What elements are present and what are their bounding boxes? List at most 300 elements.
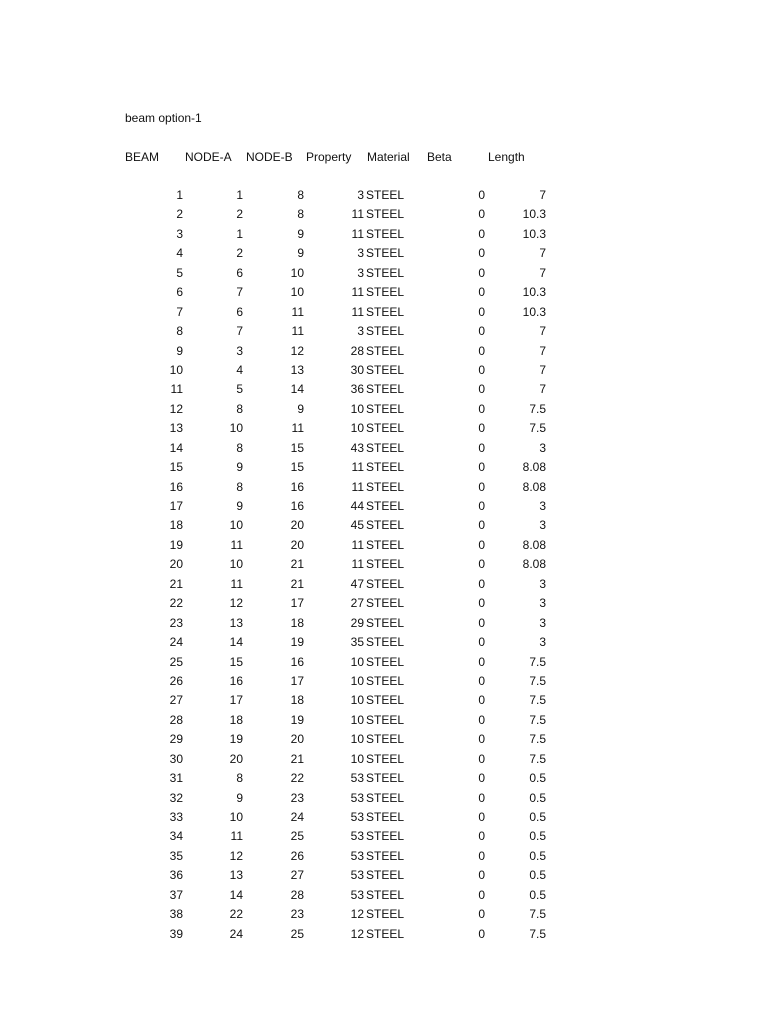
header-node-a: NODE-A bbox=[185, 150, 232, 164]
header-node-b: NODE-B bbox=[246, 150, 293, 164]
table-row bbox=[0, 381, 768, 400]
cell-beam: 4 bbox=[176, 246, 183, 261]
cell-material: STEEL bbox=[366, 848, 405, 863]
header-property: Property bbox=[306, 150, 352, 164]
cell-material: STEEL bbox=[366, 343, 405, 358]
cell-node-b: 20 bbox=[290, 732, 304, 747]
cell-node-b: 25 bbox=[290, 829, 304, 844]
cell-beam: 23 bbox=[169, 615, 183, 630]
cell-length: 8.08 bbox=[522, 557, 546, 572]
cell-property: 11 bbox=[351, 304, 364, 319]
cell-property: 53 bbox=[350, 790, 364, 805]
cell-beta: 0 bbox=[478, 324, 485, 339]
cell-beta: 0 bbox=[478, 810, 485, 824]
table-row bbox=[0, 343, 768, 362]
cell-material: STEEL bbox=[366, 615, 405, 630]
table-row bbox=[0, 828, 768, 847]
cell-beta: 0 bbox=[478, 207, 485, 222]
cell-length: 7.5 bbox=[529, 751, 546, 766]
cell-property: 53 bbox=[350, 771, 364, 786]
cell-beta: 0 bbox=[478, 537, 485, 552]
cell-beta: 0 bbox=[478, 887, 485, 902]
table-row bbox=[0, 809, 768, 828]
cell-length: 0.5 bbox=[529, 790, 546, 805]
cell-property: 11 bbox=[351, 479, 364, 494]
cell-material: STEEL bbox=[366, 751, 405, 766]
cell-length: 7.5 bbox=[529, 732, 546, 747]
cell-property: 36 bbox=[350, 382, 364, 397]
cell-node-a: 8 bbox=[236, 440, 243, 455]
cell-beam: 28 bbox=[169, 712, 183, 727]
cell-material: STEEL bbox=[366, 362, 405, 377]
cell-material: STEEL bbox=[366, 576, 405, 591]
cell-beta: 0 bbox=[478, 246, 485, 261]
cell-beta: 0 bbox=[478, 693, 485, 708]
cell-beta: 0 bbox=[478, 615, 485, 630]
cell-material: STEEL bbox=[366, 207, 405, 222]
cell-property: 10 bbox=[350, 401, 364, 416]
table-row bbox=[0, 654, 768, 673]
cell-beam: 36 bbox=[169, 868, 183, 883]
cell-beam: 12 bbox=[169, 401, 183, 416]
cell-node-b: 9 bbox=[297, 246, 304, 261]
table-row bbox=[0, 498, 768, 517]
cell-beta: 0 bbox=[478, 654, 485, 669]
beam-table bbox=[0, 187, 768, 945]
header-length: Length bbox=[488, 150, 525, 164]
cell-node-a: 11 bbox=[230, 576, 243, 591]
cell-node-a: 10 bbox=[229, 557, 243, 572]
cell-node-b: 15 bbox=[290, 460, 304, 475]
table-row bbox=[0, 770, 768, 789]
cell-beam: 25 bbox=[169, 654, 183, 669]
cell-beta: 0 bbox=[478, 460, 485, 475]
cell-node-a: 8 bbox=[236, 771, 243, 786]
cell-beta: 0 bbox=[478, 499, 485, 513]
cell-length: 10.3 bbox=[522, 304, 546, 319]
table-row bbox=[0, 265, 768, 284]
cell-node-b: 9 bbox=[297, 401, 304, 416]
cell-node-a: 22 bbox=[229, 907, 243, 922]
cell-material: STEEL bbox=[366, 401, 405, 416]
cell-beta: 0 bbox=[478, 343, 485, 358]
cell-beta: 0 bbox=[478, 440, 485, 455]
cell-node-b: 13 bbox=[290, 362, 304, 377]
cell-beta: 0 bbox=[478, 848, 485, 863]
cell-property: 11 bbox=[351, 226, 364, 241]
cell-node-a: 4 bbox=[236, 362, 243, 377]
cell-beta: 0 bbox=[478, 265, 485, 280]
table-row bbox=[0, 226, 768, 245]
cell-node-a: 6 bbox=[236, 304, 243, 319]
cell-node-a: 17 bbox=[229, 693, 243, 708]
cell-material: STEEL bbox=[366, 557, 405, 572]
cell-node-a: 12 bbox=[229, 596, 243, 611]
cell-node-a: 2 bbox=[236, 246, 243, 261]
cell-beam: 17 bbox=[169, 499, 183, 513]
cell-property: 45 bbox=[350, 518, 364, 533]
cell-length: 10.3 bbox=[522, 207, 546, 222]
cell-node-b: 16 bbox=[290, 499, 304, 513]
cell-beta: 0 bbox=[478, 285, 485, 300]
cell-property: 28 bbox=[350, 343, 364, 358]
cell-property: 44 bbox=[350, 499, 364, 513]
cell-material: STEEL bbox=[366, 304, 405, 319]
cell-length: 7 bbox=[539, 265, 546, 280]
table-row bbox=[0, 673, 768, 692]
cell-beta: 0 bbox=[478, 673, 485, 688]
table-row bbox=[0, 245, 768, 264]
cell-node-a: 9 bbox=[236, 460, 243, 475]
cell-beta: 0 bbox=[478, 751, 485, 766]
table-row bbox=[0, 323, 768, 342]
cell-node-b: 11 bbox=[291, 324, 304, 339]
cell-beam: 33 bbox=[169, 810, 183, 824]
cell-beta: 0 bbox=[478, 907, 485, 922]
cell-node-a: 18 bbox=[229, 712, 243, 727]
cell-length: 0.5 bbox=[529, 810, 546, 824]
cell-length: 0.5 bbox=[529, 868, 546, 883]
cell-beta: 0 bbox=[478, 596, 485, 611]
header-beam: BEAM bbox=[125, 150, 160, 164]
cell-beam: 3 bbox=[176, 226, 183, 241]
cell-node-a: 8 bbox=[236, 479, 243, 494]
cell-material: STEEL bbox=[366, 673, 405, 688]
cell-length: 7.5 bbox=[529, 907, 546, 922]
cell-material: STEEL bbox=[366, 265, 405, 280]
cell-property: 53 bbox=[350, 848, 364, 863]
cell-property: 10 bbox=[350, 732, 364, 747]
cell-node-a: 5 bbox=[236, 382, 243, 397]
cell-node-a: 14 bbox=[229, 635, 243, 650]
cell-beam: 22 bbox=[169, 596, 183, 611]
cell-length: 8.08 bbox=[522, 460, 546, 475]
cell-beta: 0 bbox=[478, 829, 485, 844]
cell-material: STEEL bbox=[366, 537, 405, 552]
table-row bbox=[0, 440, 768, 459]
cell-property: 35 bbox=[350, 635, 364, 650]
cell-material: STEEL bbox=[366, 188, 405, 202]
cell-property: 53 bbox=[350, 829, 364, 844]
cell-beam: 31 bbox=[169, 771, 183, 786]
cell-node-b: 19 bbox=[290, 635, 304, 650]
cell-length: 3 bbox=[539, 635, 546, 650]
cell-node-b: 8 bbox=[297, 207, 304, 222]
table-row bbox=[0, 790, 768, 809]
cell-material: STEEL bbox=[366, 693, 405, 708]
cell-beta: 0 bbox=[478, 576, 485, 591]
cell-length: 8.08 bbox=[522, 537, 546, 552]
table-row bbox=[0, 712, 768, 731]
table-row bbox=[0, 906, 768, 925]
cell-node-b: 12 bbox=[290, 343, 304, 358]
cell-material: STEEL bbox=[366, 460, 405, 475]
cell-property: 10 bbox=[350, 751, 364, 766]
cell-node-a: 20 bbox=[229, 751, 243, 766]
cell-material: STEEL bbox=[366, 732, 405, 747]
table-row bbox=[0, 479, 768, 498]
cell-material: STEEL bbox=[366, 829, 405, 844]
cell-material: STEEL bbox=[366, 926, 405, 941]
cell-node-a: 24 bbox=[229, 926, 243, 941]
cell-property: 30 bbox=[350, 362, 364, 377]
cell-property: 3 bbox=[357, 188, 364, 202]
cell-node-b: 23 bbox=[290, 790, 304, 805]
cell-length: 7.5 bbox=[529, 673, 546, 688]
cell-beta: 0 bbox=[478, 790, 485, 805]
cell-node-a: 2 bbox=[236, 207, 243, 222]
cell-node-a: 11 bbox=[230, 537, 243, 552]
cell-material: STEEL bbox=[366, 635, 405, 650]
cell-node-a: 15 bbox=[229, 654, 243, 669]
cell-length: 7 bbox=[539, 246, 546, 261]
cell-node-b: 23 bbox=[290, 907, 304, 922]
cell-length: 8.08 bbox=[522, 479, 546, 494]
cell-beta: 0 bbox=[478, 382, 485, 397]
cell-length: 3 bbox=[539, 576, 546, 591]
cell-beta: 0 bbox=[478, 557, 485, 572]
cell-property: 43 bbox=[350, 440, 364, 455]
cell-property: 11 bbox=[351, 207, 364, 222]
cell-node-a: 10 bbox=[229, 421, 243, 436]
cell-beam: 35 bbox=[169, 848, 183, 863]
cell-length: 7 bbox=[539, 362, 546, 377]
cell-beam: 29 bbox=[169, 732, 183, 747]
cell-material: STEEL bbox=[366, 810, 405, 824]
cell-node-b: 14 bbox=[290, 382, 304, 397]
cell-node-b: 16 bbox=[290, 654, 304, 669]
cell-node-a: 9 bbox=[236, 499, 243, 513]
cell-length: 7.5 bbox=[529, 654, 546, 669]
cell-material: STEEL bbox=[366, 771, 405, 786]
cell-property: 3 bbox=[357, 324, 364, 339]
table-row bbox=[0, 595, 768, 614]
cell-node-b: 17 bbox=[290, 673, 304, 688]
cell-material: STEEL bbox=[366, 382, 405, 397]
cell-node-b: 21 bbox=[290, 751, 304, 766]
cell-beam: 10 bbox=[169, 362, 183, 377]
cell-beam: 32 bbox=[169, 790, 183, 805]
table-row bbox=[0, 926, 768, 945]
cell-material: STEEL bbox=[366, 887, 405, 902]
table-row bbox=[0, 401, 768, 420]
cell-node-a: 13 bbox=[229, 615, 243, 630]
cell-property: 47 bbox=[350, 576, 364, 591]
cell-property: 11 bbox=[351, 557, 364, 572]
cell-node-a: 14 bbox=[229, 887, 243, 902]
cell-beam: 6 bbox=[176, 285, 183, 300]
cell-property: 11 bbox=[351, 537, 364, 552]
cell-node-b: 18 bbox=[290, 615, 304, 630]
cell-node-a: 10 bbox=[229, 518, 243, 533]
cell-node-b: 19 bbox=[290, 712, 304, 727]
cell-property: 29 bbox=[350, 615, 364, 630]
cell-node-a: 6 bbox=[236, 265, 243, 280]
cell-beta: 0 bbox=[478, 518, 485, 533]
cell-property: 11 bbox=[351, 285, 364, 300]
cell-beam: 14 bbox=[169, 440, 183, 455]
cell-node-b: 10 bbox=[290, 285, 304, 300]
cell-beta: 0 bbox=[478, 926, 485, 941]
cell-beam: 19 bbox=[169, 537, 183, 552]
cell-property: 10 bbox=[350, 673, 364, 688]
cell-length: 7.5 bbox=[529, 926, 546, 941]
cell-beam: 13 bbox=[169, 421, 183, 436]
table-row bbox=[0, 304, 768, 323]
cell-beta: 0 bbox=[478, 712, 485, 727]
cell-length: 0.5 bbox=[529, 829, 546, 844]
cell-node-b: 25 bbox=[290, 926, 304, 941]
cell-beam: 5 bbox=[176, 265, 183, 280]
table-row bbox=[0, 634, 768, 653]
cell-node-a: 7 bbox=[236, 324, 243, 339]
cell-node-b: 20 bbox=[290, 518, 304, 533]
cell-beta: 0 bbox=[478, 226, 485, 241]
cell-beam: 27 bbox=[169, 693, 183, 708]
table-row bbox=[0, 867, 768, 886]
cell-node-a: 1 bbox=[236, 188, 243, 202]
cell-property: 10 bbox=[350, 421, 364, 436]
cell-beta: 0 bbox=[478, 421, 485, 436]
cell-property: 12 bbox=[350, 907, 364, 922]
cell-node-b: 21 bbox=[290, 576, 304, 591]
table-row bbox=[0, 206, 768, 225]
cell-length: 7.5 bbox=[529, 421, 546, 436]
cell-beta: 0 bbox=[478, 771, 485, 786]
cell-property: 10 bbox=[350, 712, 364, 727]
cell-beam: 1 bbox=[176, 188, 183, 202]
cell-beam: 34 bbox=[169, 829, 183, 844]
cell-node-a: 16 bbox=[229, 673, 243, 688]
cell-material: STEEL bbox=[366, 479, 405, 494]
cell-beam: 39 bbox=[169, 926, 183, 941]
cell-length: 10.3 bbox=[522, 285, 546, 300]
cell-beam: 20 bbox=[169, 557, 183, 572]
cell-material: STEEL bbox=[366, 868, 405, 883]
cell-node-a: 11 bbox=[230, 829, 243, 844]
cell-length: 7 bbox=[539, 382, 546, 397]
cell-node-b: 11 bbox=[291, 304, 304, 319]
cell-node-b: 9 bbox=[297, 226, 304, 241]
cell-length: 3 bbox=[539, 499, 546, 513]
cell-material: STEEL bbox=[366, 226, 405, 241]
cell-beta: 0 bbox=[478, 479, 485, 494]
header-beta: Beta bbox=[427, 150, 452, 164]
cell-beam: 2 bbox=[176, 207, 183, 222]
cell-node-b: 15 bbox=[290, 440, 304, 455]
cell-beta: 0 bbox=[478, 362, 485, 377]
cell-material: STEEL bbox=[366, 324, 405, 339]
cell-node-b: 20 bbox=[290, 537, 304, 552]
cell-length: 10.3 bbox=[522, 226, 546, 241]
cell-length: 3 bbox=[539, 615, 546, 630]
cell-length: 7.5 bbox=[529, 401, 546, 416]
cell-property: 3 bbox=[357, 246, 364, 261]
cell-material: STEEL bbox=[366, 712, 405, 727]
cell-length: 0.5 bbox=[529, 771, 546, 786]
cell-node-b: 21 bbox=[290, 557, 304, 572]
cell-node-a: 12 bbox=[229, 848, 243, 863]
cell-property: 53 bbox=[350, 868, 364, 883]
cell-beam: 26 bbox=[169, 673, 183, 688]
cell-node-a: 13 bbox=[229, 868, 243, 883]
cell-node-a: 8 bbox=[236, 401, 243, 416]
cell-material: STEEL bbox=[366, 596, 405, 611]
cell-length: 7 bbox=[539, 324, 546, 339]
cell-beam: 21 bbox=[169, 576, 183, 591]
cell-beam: 18 bbox=[169, 518, 183, 533]
cell-material: STEEL bbox=[366, 440, 405, 455]
cell-beam: 8 bbox=[176, 324, 183, 339]
table-row bbox=[0, 576, 768, 595]
cell-material: STEEL bbox=[366, 285, 405, 300]
table-row bbox=[0, 459, 768, 478]
table-row bbox=[0, 692, 768, 711]
cell-node-a: 3 bbox=[236, 343, 243, 358]
cell-node-b: 10 bbox=[290, 265, 304, 280]
cell-length: 0.5 bbox=[529, 887, 546, 902]
cell-material: STEEL bbox=[366, 421, 405, 436]
cell-length: 0.5 bbox=[529, 848, 546, 863]
cell-material: STEEL bbox=[366, 499, 405, 513]
document-title: beam option-1 bbox=[125, 111, 202, 125]
table-row bbox=[0, 848, 768, 867]
cell-beam: 30 bbox=[169, 751, 183, 766]
cell-length: 3 bbox=[539, 596, 546, 611]
table-row bbox=[0, 362, 768, 381]
cell-node-b: 24 bbox=[290, 810, 304, 824]
table-row bbox=[0, 556, 768, 575]
cell-property: 53 bbox=[350, 887, 364, 902]
cell-length: 3 bbox=[539, 440, 546, 455]
table-row bbox=[0, 284, 768, 303]
cell-node-b: 22 bbox=[290, 771, 304, 786]
cell-material: STEEL bbox=[366, 518, 405, 533]
cell-node-b: 8 bbox=[297, 188, 304, 202]
cell-beam: 11 bbox=[170, 382, 183, 397]
table-row bbox=[0, 887, 768, 906]
cell-node-b: 16 bbox=[290, 479, 304, 494]
cell-beta: 0 bbox=[478, 635, 485, 650]
cell-beta: 0 bbox=[478, 401, 485, 416]
table-row bbox=[0, 537, 768, 556]
cell-node-b: 27 bbox=[290, 868, 304, 883]
cell-property: 3 bbox=[357, 265, 364, 280]
cell-material: STEEL bbox=[366, 907, 405, 922]
cell-material: STEEL bbox=[366, 654, 405, 669]
cell-beta: 0 bbox=[478, 732, 485, 747]
cell-beam: 38 bbox=[169, 907, 183, 922]
table-row bbox=[0, 751, 768, 770]
cell-beam: 9 bbox=[176, 343, 183, 358]
header-material: Material bbox=[367, 150, 410, 164]
cell-node-b: 26 bbox=[290, 848, 304, 863]
table-row bbox=[0, 731, 768, 750]
cell-length: 3 bbox=[539, 518, 546, 533]
cell-beam: 37 bbox=[169, 887, 183, 902]
cell-beta: 0 bbox=[478, 304, 485, 319]
cell-beta: 0 bbox=[478, 868, 485, 883]
cell-node-a: 7 bbox=[236, 285, 243, 300]
cell-material: STEEL bbox=[366, 246, 405, 261]
cell-length: 7.5 bbox=[529, 693, 546, 708]
cell-property: 10 bbox=[350, 693, 364, 708]
cell-beam: 7 bbox=[176, 304, 183, 319]
table-row bbox=[0, 615, 768, 634]
cell-beta: 0 bbox=[478, 188, 485, 202]
table-row bbox=[0, 187, 768, 206]
cell-property: 10 bbox=[350, 654, 364, 669]
